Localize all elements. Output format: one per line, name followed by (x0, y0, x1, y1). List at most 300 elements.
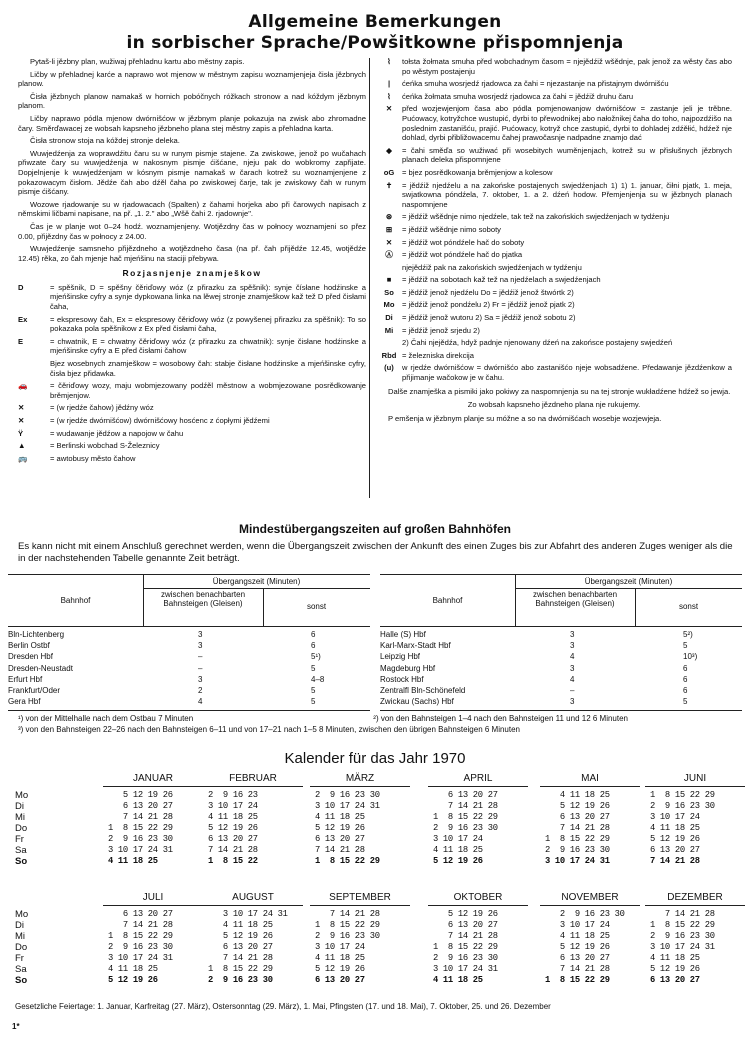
calendar-row: 6 13 20 27 (203, 834, 258, 844)
month-rule (645, 905, 745, 906)
symbol-text: = čahi směďa so wužiwać při wosebitych wuměnjenjach, kotrež su w přisłušnych jězbnych planach deleka přispomnjene (402, 145, 732, 165)
symbol-key: ✕ (18, 403, 25, 413)
calendar-row: 1 8 15 22 29 (540, 975, 610, 985)
symbol-text: w rjedźe dwórnišćow = dwórnišćo abo zastanišćo njeje wobsadźene. Předawanje jězdźenkow a přijimanje wačokow je w čahu. (402, 363, 732, 383)
other-time: 6 (683, 686, 688, 695)
calendar-row: 2 9 16 23 30 (103, 834, 173, 844)
month-name: SEPTEMBER (329, 892, 391, 903)
symbols-heading: Rozjasnjenje znamješkow (122, 268, 262, 279)
day-label: Mo (15, 790, 29, 801)
footnote-3: ³) von den Bahnsteigen 22–26 nach den Bahnsteigen 6–11 und von 17–21 nach 1–5 8 Minuten, zwischen den übrigen Bahnsteigen 6 Minuten (18, 724, 521, 734)
calendar-row: 6 13 20 27 (540, 953, 610, 963)
column-header-bahnhof: Bahnhof (432, 596, 463, 605)
paragraph: Čisła jězbnych planow namakaš w hornich pobóčnych róžkach stronow a nad kóždym jězbnym planom. (18, 91, 366, 111)
calendar-row: 5 12 19 26 (645, 964, 700, 974)
neighbor-time: 3 (198, 674, 203, 684)
other-time: 5¹) (311, 652, 321, 662)
column-header-bahnhof: Bahnhof (60, 596, 91, 605)
symbol-text: = (w rjedźe čahow) jědźny wóz (50, 403, 154, 413)
symbol-key: ◆ (386, 145, 392, 155)
calendar-row: 5 12 19 26 (540, 801, 610, 811)
table-row (380, 696, 742, 707)
month-name: APRIL (463, 773, 493, 784)
calendar-row: 5 12 19 26 (203, 823, 258, 833)
symbol-key: Di (385, 313, 393, 323)
symbol-row (376, 92, 732, 102)
calendar-row: 3 10 17 24 (428, 834, 483, 844)
month-name: JUNI (683, 773, 707, 784)
calendar-row: 4 11 18 25 (310, 812, 365, 822)
other-time: 5 (311, 663, 316, 673)
table-rule (8, 574, 370, 575)
symbols-list (18, 283, 366, 464)
calendar-row: 1 8 15 22 29 (428, 812, 498, 822)
table-row (8, 685, 370, 696)
column-header-other: sonst (306, 602, 327, 611)
month-name: AUGUST (232, 892, 274, 903)
calendar-row: 6 13 20 27 (310, 834, 365, 844)
symbol-key: Mo (383, 300, 395, 310)
other-time: 4–8 (311, 674, 325, 684)
symbol-text: = ekspresowy čah, Ex = ekspresowy čěriďowy wóz (z powyšenej přirazku za spěšnik): To so pokazaka pola spěšnikow z Ex před čisłami čaha, (50, 314, 366, 334)
calendar-row: 1 8 15 22 29 (645, 790, 715, 800)
calendar-row: 1 8 15 22 29 (103, 931, 173, 941)
symbol-key (376, 338, 402, 348)
calendar-row: 3 10 17 24 31 (103, 845, 173, 855)
day-label: Sa (15, 845, 27, 856)
month-block (203, 892, 303, 987)
calendar-row: 4 11 18 25 (103, 964, 158, 974)
day-label: Do (15, 942, 28, 953)
symbol-text: = jědźiž jenož njedźelu Do = jědźiž jenož štwórtk 2) (402, 287, 574, 297)
month-rule (103, 905, 203, 906)
table-row (380, 640, 742, 651)
calendar-row: 7 14 21 28 (203, 953, 273, 963)
calendar-row: 2 9 16 23 30 (310, 790, 380, 800)
note: P emšenja w jězbnym planje su móžne a so na dwórnišćach wosebje wozjewjeja. (388, 413, 662, 423)
month-rule (310, 786, 410, 787)
calendar-row: 2 9 16 23 30 (540, 909, 625, 919)
symbol-text: = (w rjedźe dwórnišćow) dwórnišćowy hosćenc z ćopłymi jědźemi (50, 416, 270, 425)
calendar-row: 2 9 16 23 30 (540, 845, 610, 855)
table-row (8, 640, 370, 651)
title-line-2: in sorbischer Sprache/Powšitkowne přispomnjenja (126, 33, 624, 53)
symbol-key: ⊞ (385, 224, 393, 234)
calendar-row: 6 13 20 27 (103, 801, 173, 811)
month-name: OKTOBER (453, 892, 503, 903)
table-row (8, 663, 370, 674)
column-divider (369, 58, 370, 498)
symbol-text: = železniska direkcija (402, 350, 474, 360)
calendar-row: 6 13 20 27 (103, 909, 173, 919)
calendar-row: 3 10 17 24 (310, 942, 365, 952)
column-header-group: Übergangszeit (Minuten) (212, 577, 301, 586)
symbol-key: ✕ (385, 104, 393, 114)
symbol-text: tołsta žołmata smuha před wobchadnym časom = njejědźiž wšědnje, pak jenož za wěsty čas abo po wěstym postajenju (402, 57, 732, 76)
month-block (540, 892, 640, 987)
symbol-text: = bjez posrědkowanja brěmjenjow a kolesow (402, 167, 553, 177)
calendar-row: 3 10 17 24 (540, 920, 610, 930)
symbol-text: = jědźiž na sobotach kaž tež na njedźelach a swjedźenjach (402, 275, 601, 285)
symbol-row (376, 79, 732, 89)
calendar-row: 1 8 15 22 (203, 856, 258, 866)
calendar-row: 6 13 20 27 (645, 975, 700, 985)
calendar-row: 3 10 17 24 31 (310, 801, 380, 811)
symbol-row (376, 363, 732, 382)
symbol-key: 🚌 (18, 453, 28, 463)
month-rule (540, 786, 640, 787)
sorbian-right-column (376, 57, 732, 427)
other-time: 5 (683, 697, 688, 707)
symbol-row (376, 212, 732, 222)
column-header-group: Übergangszeit (Minuten) (584, 577, 673, 586)
other-time: 6 (311, 630, 316, 639)
table-row (380, 674, 742, 685)
page-number: 1* (12, 1022, 20, 1031)
paragraph: Ličby naprawo pódla mjenow dwórnišćow w jězbnym planje pokazuja na zwisk abo zhromadne čary. Směrďawacej ze wobsah kapsneho jězbneho plana stej městny zapis a přehladna karta. (18, 113, 366, 133)
symbol-row (18, 441, 366, 451)
symbol-row (376, 338, 732, 348)
symbol-key: E (18, 336, 24, 346)
symbols-list-right (376, 57, 732, 383)
calendar-title: Kalender für das Jahr 1970 (284, 750, 466, 767)
neighbor-time: – (198, 652, 203, 662)
calendar-row: 3 10 17 24 (203, 801, 258, 811)
symbol-text: = wudawanje jědźow a napojow w čahu (50, 428, 184, 438)
calendar-row: 3 10 17 24 (645, 812, 700, 822)
month-rule (203, 905, 303, 906)
calendar-row: 5 12 19 26 (103, 975, 158, 985)
symbol-text: = jědźiž wšědnje nimo njedźele, tak tež na zakońskich swjedźenjach w tydźenju (402, 212, 670, 222)
symbol-row (376, 225, 732, 235)
month-block (540, 773, 640, 868)
symbol-key: 🚗 (18, 381, 28, 391)
neighbor-time: 4 (198, 697, 203, 707)
calendar-row: 1 8 15 22 29 (203, 964, 273, 974)
calendar-row: 2 9 16 23 30 (203, 975, 273, 985)
symbol-row (376, 250, 732, 260)
calendar-row: 1 8 15 22 29 (645, 920, 715, 930)
calendar-row: 5 12 19 26 (310, 823, 365, 833)
month-block (310, 773, 410, 868)
symbol-text: = jědźiž jenož wutoru 2) Sa = jědźiž jenož sobotu 2) (402, 313, 576, 323)
station-name: Gera Hbf (8, 697, 41, 707)
symbol-text: = jědźiž wot póndźele hač do pjatka (402, 250, 523, 260)
paragraph: Ličby w přehladnej karće a naprawo wot mjenow w městnym zapisu woznamjenjeja čisła jězbnych planow. (18, 69, 366, 89)
station-name: Leipzig Hbf (380, 652, 421, 662)
table-row (380, 651, 742, 662)
symbol-key: So (384, 287, 394, 297)
calendar-row: 5 12 19 26 (428, 909, 498, 919)
table-row (8, 674, 370, 685)
day-label: Do (15, 823, 28, 834)
footnote-1: ¹) von der Mittelhalle nach dem Ostbau 7 Minuten (18, 714, 194, 723)
symbol-key: ▲ (18, 441, 26, 451)
table-rule (143, 588, 370, 589)
table-row (8, 696, 370, 707)
symbol-row (376, 326, 732, 336)
month-rule (540, 905, 640, 906)
month-block (203, 773, 303, 868)
table-rule (8, 626, 370, 627)
symbol-row (18, 416, 366, 426)
symbol-text: Bjez wosebnych znamješkow = wosobowy čah: stabje čisłane hodźinske a mjeńšinske cyfry, čisła bjez přidawka. (50, 359, 366, 378)
title-line-1: Allgemeine Bemerkungen (248, 12, 502, 32)
month-name: NOVEMBER (561, 892, 619, 903)
month-block (310, 892, 410, 987)
day-label: So (15, 975, 28, 986)
symbol-key (376, 263, 402, 273)
symbol-key: ✝ (385, 180, 393, 190)
table-row (380, 629, 742, 640)
station-name: Zentralfl Bln-Schönefeld (380, 686, 466, 695)
symbol-row (376, 181, 732, 210)
symbol-key: D (18, 282, 24, 292)
symbol-key: Mi (384, 325, 394, 335)
calendar-row: 7 14 21 28 (428, 801, 498, 811)
symbol-text: = jědźiž jenož srjedu 2) (402, 325, 480, 335)
calendar-row: 3 10 17 24 31 (540, 856, 610, 866)
symbol-row (18, 337, 366, 356)
symbol-text: = jědźiž wšědnje nimo soboty (402, 224, 501, 234)
symbol-row (376, 57, 732, 76)
month-name: FEBRUAR (229, 773, 277, 784)
calendar-row: 6 13 20 27 (428, 920, 498, 930)
symbol-row (376, 263, 732, 273)
column-header-other: sonst (678, 602, 699, 611)
symbol-text: ćeńka smuha wosrjedź rjadowca za čahi = njezastanje na přistajnym dwórnišću (402, 79, 669, 89)
calendar-row: 5 12 19 26 (203, 931, 273, 941)
footnote-2: ²) von den Bahnsteigen 1–4 nach den Bahnsteigen 11 und 12 6 Minuten (373, 714, 628, 723)
symbol-text: před wozjewjenjom časa abo pódla pomjenowanjow dwórnišćow = zastanje jeli je trěbne. Pućowacy, kotryžchce wustupić, dyrbi to přewodnikej abo nałožnikej čaha do toho, najpozdźišo na poslednim zastanišću, prajić. Pućowacy, kotryž chce zastupić, dyrbi to dohladej zdźěłić, hdźež nje dohlad, dyrbi přibližowacemu čahej prawočasnje nadpadne znamjo dać (402, 104, 732, 143)
paragraph: Čisła stronow stoja na kóždej stronje deleka. (30, 136, 180, 146)
symbol-row (376, 313, 732, 323)
column-header-neighbor: zwischen benachbarten Bahnsteigen (Gleisen) (160, 590, 246, 608)
month-block (428, 773, 528, 868)
symbol-key: ⊛ (385, 212, 393, 222)
day-labels (15, 790, 28, 867)
calendar-row: 2 9 16 23 (203, 790, 258, 800)
day-label: Mo (15, 909, 29, 920)
symbol-text: = čěriďowy wozy, maju wobmjezowany podźěl městnow a wobmjezowane posrědkowanje brěmjenjow. (50, 381, 366, 400)
transfer-intro: Es kann nicht mit einem Anschluß gerechnet werden, wenn die Übergangszeit zwischen der Ankunft des einen Zuges bis zur Abfahrt des anderen Zuges weniger als die in der nachstehenden Tabelle genannte Zeit beträgt. (18, 541, 733, 564)
symbol-row (376, 275, 732, 285)
station-name: Halle (S) Hbf (380, 630, 426, 639)
symbol-text: = jědźiž jenož pondźelu 2) Fr = jědźiž jenož pjatk 2) (402, 300, 575, 310)
symbol-text: = chwatnik, E = chwatny čěriďowy wóz (z přirazku za chwatnik): synje čisłane hodźinske a mjeńšinske cyfry a E před čisłami čahow (50, 336, 366, 356)
calendar-row: 6 13 20 27 (203, 942, 273, 952)
station-name: Dresden Hbf (8, 652, 53, 662)
holidays-text: Gesetzliche Feiertage: 1. Januar, Karfreitag (27. März), Ostersonntag (29. März), 1. Mai, Pfingsten (17. und 18. Mai), 7. Oktober, 25. und 26. Dezember (15, 1002, 551, 1011)
note: Dalše znamješka a pismiki jako pokiwy za naspomnjenja su na tej stronje wukładźene hdźež so jewja. (388, 386, 731, 396)
month-name: DEZEMBER (667, 892, 723, 903)
neighbor-time: 3 (570, 630, 575, 639)
symbol-key: Ex (18, 314, 28, 324)
neighbor-time: – (198, 663, 203, 673)
table-rule (380, 710, 742, 711)
day-label: Fr (15, 834, 24, 845)
calendar-row: 4 11 18 25 (428, 975, 483, 985)
day-label: Sa (15, 964, 27, 975)
symbol-key: Ⓐ (385, 250, 393, 260)
neighbor-time: 4 (570, 674, 575, 684)
symbol-text: njejědźiž pak na zakońskich swjedźenjach w tydźenju (402, 262, 582, 272)
month-rule (103, 786, 203, 787)
neighbor-time: 2 (198, 686, 203, 695)
calendar-row: 7 14 21 28 (428, 931, 498, 941)
calendar-row: 2 9 16 23 30 (428, 823, 498, 833)
month-name: JULI (142, 892, 164, 903)
neighbor-time: 3 (570, 663, 575, 673)
day-label: So (15, 856, 28, 867)
month-name: JANUAR (132, 773, 173, 784)
calendar-row: 6 13 20 27 (310, 975, 365, 985)
calendar-row: 3 10 17 24 31 (428, 964, 498, 974)
calendar-row: 5 12 19 26 (428, 856, 483, 866)
symbol-text: = Berlinski wobchad S-Železnicy (50, 441, 160, 451)
symbol-key: | (387, 79, 391, 89)
calendar-row: 4 11 18 25 (540, 790, 610, 800)
month-rule (428, 786, 528, 787)
neighbor-time: 3 (570, 697, 575, 707)
other-time: 10³) (683, 652, 698, 662)
symbol-key: ✕ (18, 416, 25, 425)
month-block (645, 892, 745, 987)
calendar-row: 4 11 18 25 (428, 845, 483, 855)
table-row (380, 685, 742, 696)
symbol-row (376, 146, 732, 165)
calendar-row: 7 14 21 28 (203, 845, 258, 855)
calendar-row: 6 13 20 27 (645, 845, 700, 855)
day-label: Fr (15, 953, 24, 964)
calendar-row: 4 11 18 25 (645, 953, 700, 963)
symbol-text: = jědźiž njedźelu a na zakońske postajenych swjedźenjach 1) 1) 1. januar, čiłni pjatk, 1. meja, swjatkowna póndźela, 7. oktober, 1. a 2. dźeń hodow. Přemjenjenja su w jězbnych planach naspomnjene (402, 180, 732, 209)
transfer-footnotes (18, 714, 738, 735)
symbol-row (376, 168, 732, 178)
symbol-key: Rbd (381, 350, 397, 360)
month-block (103, 892, 203, 987)
month-block (645, 773, 745, 868)
station-name: Zwickau (Sachs) Hbf (380, 697, 454, 707)
symbol-text: 2) Čahi njejědźa, hdyž padnje njenowany dźeń na zakońsce postajeny swjedźeń (402, 338, 673, 348)
calendar-row: 2 9 16 23 30 (310, 931, 380, 941)
symbol-row (376, 288, 732, 298)
month-block (103, 773, 203, 868)
other-time: 5 (683, 641, 688, 651)
symbol-row (18, 403, 366, 413)
day-label: Di (15, 801, 24, 812)
table-row (8, 629, 370, 640)
symbol-row (18, 315, 366, 334)
calendar-row: 4 11 18 25 (310, 953, 365, 963)
neighbor-time: 3 (198, 630, 203, 639)
table-rule (8, 710, 370, 711)
table-rule (515, 588, 742, 589)
calendar-row: 7 14 21 28 (103, 920, 173, 930)
symbol-key: (u) (384, 363, 394, 373)
symbol-key (18, 359, 50, 378)
other-time: 6 (311, 641, 316, 651)
symbol-key: ⌇ (387, 91, 391, 101)
month-rule (310, 905, 410, 906)
month-rule (203, 786, 303, 787)
symbol-text: = awtobusy město čahow (50, 453, 136, 463)
symbol-key: ■ (386, 275, 392, 285)
neighbor-time: – (570, 686, 575, 695)
calendar-row: 7 14 21 28 (645, 909, 715, 919)
calendar-row: 2 9 16 23 30 (645, 931, 715, 941)
table-row (8, 651, 370, 662)
station-name: Magdeburg Hbf (380, 663, 436, 673)
calendar-row: 6 13 20 27 (540, 812, 610, 822)
symbol-key: Ÿ (18, 428, 24, 438)
station-name: Bln-Lichtenberg (8, 630, 65, 639)
other-time: 5²) (683, 630, 693, 639)
station-name: Berlin Ostbf (8, 641, 50, 651)
holidays (15, 1002, 735, 1011)
table-rule (380, 574, 742, 575)
calendar-row: 3 10 17 24 31 (203, 909, 288, 919)
calendar-row: 1 8 15 22 29 (428, 942, 498, 952)
calendar-row: 3 10 17 24 31 (645, 942, 715, 952)
calendar-row: 4 11 18 25 (203, 920, 273, 930)
month-rule (428, 905, 528, 906)
month-block (428, 892, 528, 987)
symbol-row (376, 238, 732, 248)
symbol-key: ✕ (385, 237, 393, 247)
calendar-row: 2 9 16 23 30 (428, 953, 498, 963)
calendar-row: 1 8 15 22 29 (310, 856, 380, 866)
other-time: 5 (311, 697, 316, 707)
day-labels (15, 909, 28, 986)
day-label: Di (15, 920, 24, 931)
neighbor-time: 3 (198, 641, 203, 651)
calendar-row: 4 11 18 25 (540, 931, 610, 941)
calendar-row: 7 14 21 28 (540, 964, 610, 974)
station-name: Frankfurt/Oder (8, 686, 61, 695)
month-name: MÄRZ (345, 773, 375, 784)
calendar-row: 5 12 19 26 (645, 834, 700, 844)
calendar-row: 2 9 16 23 30 (103, 942, 173, 952)
table-rule (380, 626, 742, 627)
other-time: 6 (683, 674, 688, 684)
station-name: Erfurt Hbf (8, 674, 43, 684)
column-header-neighbor: zwischen benachbarten Bahnsteigen (Gleisen) (532, 590, 618, 608)
calendar-row: 3 10 17 24 31 (103, 953, 173, 963)
calendar-row: 7 14 21 28 (645, 856, 700, 866)
symbol-row (18, 429, 366, 439)
station-name: Dresden-Neustadt (8, 663, 73, 673)
symbol-row (376, 300, 732, 310)
symbol-text: = jědźiž wot póndźele hač do soboty (402, 237, 525, 247)
sorbian-left-column (18, 57, 366, 466)
other-time: 6 (683, 663, 688, 673)
month-name: MAI (581, 773, 599, 784)
neighbor-time: 4 (570, 652, 575, 662)
symbol-row (376, 351, 732, 361)
calendar-row: 1 8 15 22 29 (310, 920, 380, 930)
calendar-row: 2 9 16 23 30 (645, 801, 715, 811)
calendar-row: 6 13 20 27 (428, 790, 498, 800)
paragraph: Čas je w planje wot 0–24 hodź. woznamjenjeny. Wotjězdny čas w połnocy woznamjeni so přez 0.00, přijězdny čas w połnocy z 24.00. (18, 221, 366, 241)
symbol-row (18, 454, 366, 464)
station-name: Karl-Marx-Stadt Hbf (380, 641, 451, 651)
neighbor-time: 3 (570, 641, 575, 651)
day-label: Mi (15, 812, 26, 823)
calendar-row: 1 8 15 22 29 (103, 823, 173, 833)
calendar-row: 7 14 21 28 (540, 823, 610, 833)
symbol-text: = spěšnik, D = spěšny čěriďowy wóz (z přirazku za spěšnik): synje čísłane hodźinske a mjeńšinske cyfry a synje dypkowana linka na lěwej stronje znamješkow kaž tež D před čisłami čaha, (50, 282, 366, 312)
